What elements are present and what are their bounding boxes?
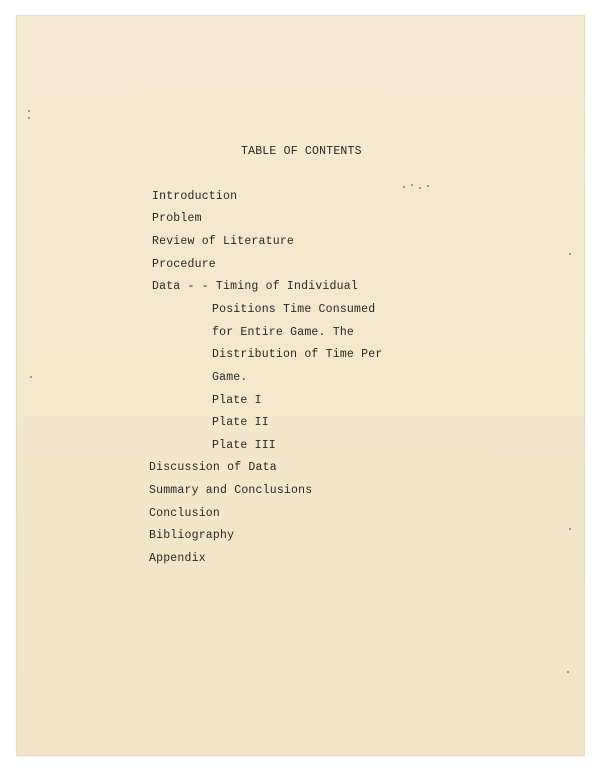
toc-entry-problem: Problem: [152, 212, 202, 225]
paper-sheet: [17, 16, 584, 755]
toc-entry-data-continuation-1: Positions Time Consumed: [212, 303, 376, 316]
paper-speck: [567, 671, 569, 673]
paper-speck: [403, 186, 405, 188]
paper-speck: [569, 253, 571, 255]
paper-speck: [28, 117, 30, 119]
toc-entry-data: Data - - Timing of Individual: [152, 280, 358, 293]
paper-speck: [30, 376, 32, 378]
paper-speck: [569, 528, 571, 530]
toc-entry-introduction: Introduction: [152, 190, 238, 203]
toc-entry-discussion-of-data: Discussion of Data: [149, 461, 277, 474]
paper-speck: [411, 184, 413, 186]
paper-speck: [28, 110, 30, 112]
toc-entry-data-continuation-4: Game.: [212, 371, 248, 384]
toc-entry-conclusion: Conclusion: [149, 507, 221, 520]
toc-entry-data-continuation-2: for Entire Game. The: [212, 326, 355, 339]
toc-entry-plate-2: Plate II: [212, 416, 269, 429]
toc-entry-plate-3: Plate III: [212, 439, 276, 452]
toc-entry-summary-and-conclusions: Summary and Conclusions: [149, 484, 313, 497]
toc-entry-appendix: Appendix: [149, 552, 206, 565]
toc-entry-plate-1: Plate I: [212, 394, 262, 407]
paper-speck: [427, 185, 429, 187]
paper-speck: [419, 187, 421, 189]
toc-entry-data-continuation-3: Distribution of Time Per: [212, 348, 383, 361]
page-title: TABLE OF CONTENTS: [241, 145, 362, 158]
toc-entry-procedure: Procedure: [152, 258, 216, 271]
toc-entry-bibliography: Bibliography: [149, 529, 235, 542]
toc-entry-review-of-literature: Review of Literature: [152, 235, 295, 248]
